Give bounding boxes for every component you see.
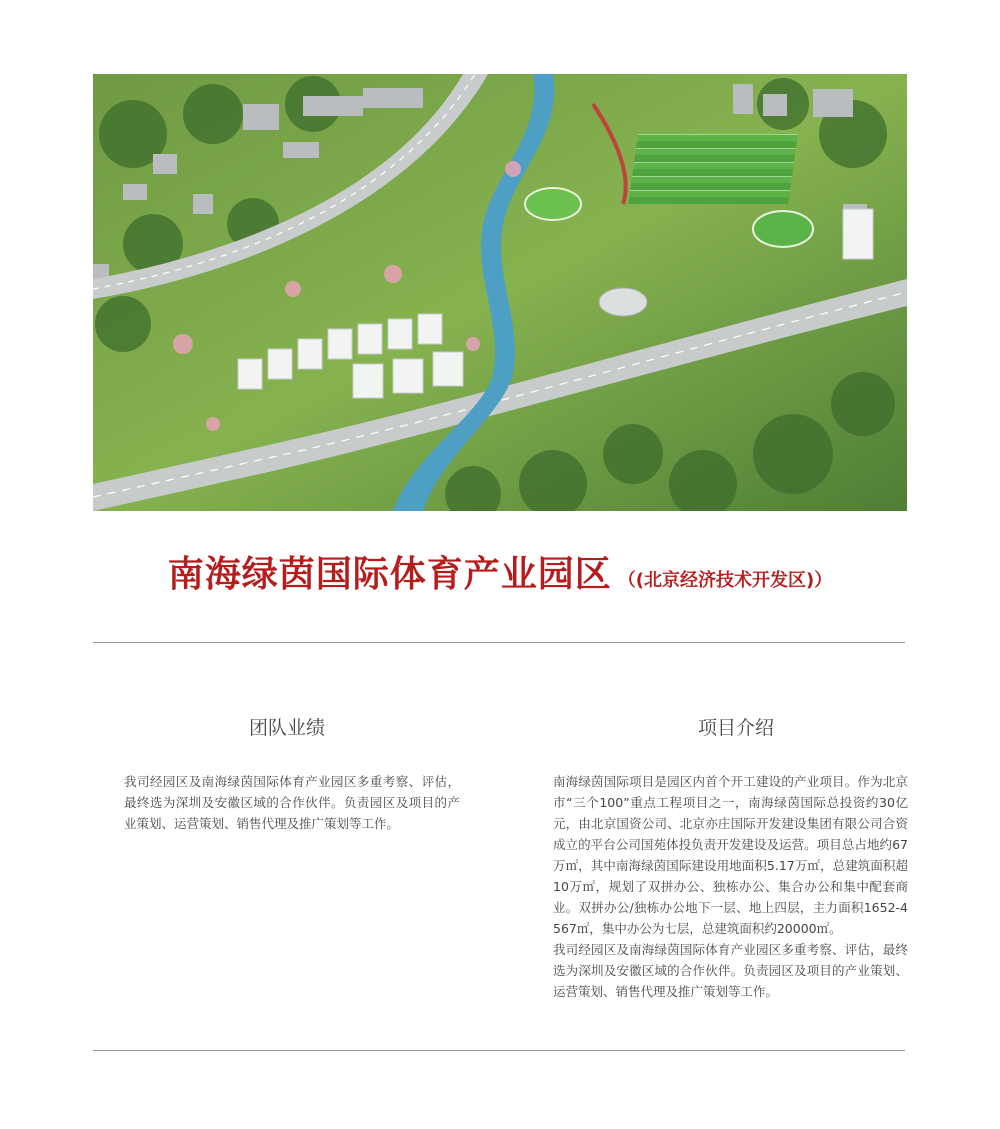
- divider-top: [93, 642, 905, 643]
- project-title-location: （(北京经济技术开发区)）: [617, 570, 833, 591]
- hero-image: [93, 74, 907, 511]
- divider-bottom: [93, 1050, 905, 1051]
- aerial-park-illustration-icon: [93, 74, 907, 511]
- team-body: [124, 771, 460, 834]
- project-paragraph-1: 南海绿茵国际项目是园区内首个开工建设的产业项目。作为北京市“三个100”重点工程项目之一，南海绿茵国际总投资约30亿元，由北京国资公司、北京亦庄国际开发建设集团有限公司合资成立的平台公司国苑体投负责开发建设及运营。项目总占地约67万㎡，其中南海绿茵国际建设用地面积5.17万㎡，总建筑面积超10万㎡，规划了双拼办公、独栋办公、集合办公和集中配套商业。双拼办公/独栋办公地下一层、地上四层，主力面积1652-4567㎡，集中办公为七层，总建筑面积约20000㎡。: [553, 774, 908, 936]
- project-paragraph-2: 我司经园区及南海绿茵国际体育产业园区多重考察、评估，最终选为深圳及安徽区域的合作伙伴。负责园区及项目的产业策划、运营策划、销售代理及推广策划等工作。: [553, 942, 908, 999]
- project-title-main: 南海绿茵国际体育产业园区: [167, 554, 612, 595]
- project-heading: 项目介绍: [697, 717, 774, 739]
- team-paragraph: 我司经园区及南海绿茵国际体育产业园区多重考察、评估，最终选为深圳及安徽区域的合作伙伴。负责园区及项目的产业策划、运营策划、销售代理及推广策划等工作。: [124, 774, 460, 831]
- project-title: [0, 546, 1000, 606]
- project-body: [553, 771, 908, 1002]
- team-heading: 团队业绩: [248, 717, 325, 739]
